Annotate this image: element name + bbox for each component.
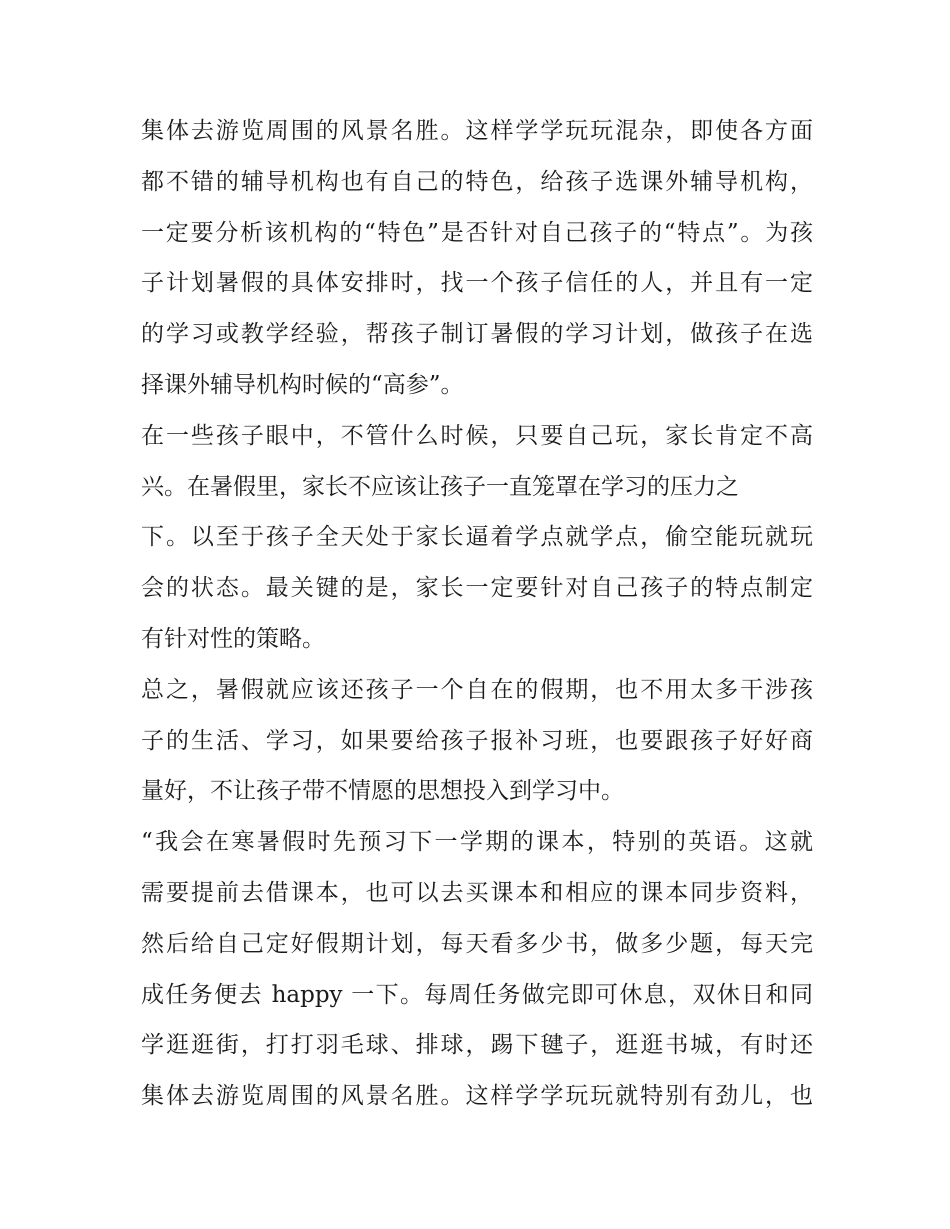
- text-line: 子的生活、学习，如果要给孩子报补习班，也要跟孩子好好商: [141, 727, 813, 754]
- text-line: 都不错的辅导机构也有自己的特色，给孩子选课外辅导机构，: [141, 168, 813, 195]
- document-body: [141, 106, 813, 1122]
- text-line: 集体去游览周围的风景名胜。这样学学玩玩就特别有劲儿，也: [141, 1083, 813, 1110]
- text-line: 子计划暑假的具体安排时，找一个孩子信任的人，并且有一定: [141, 270, 813, 297]
- text-line: 集体去游览周围的风景名胜。这样学学玩玩混杂，即使各方面: [141, 118, 813, 144]
- text-line: 量好，不让孩子带不情愿的思想投入到学习中。: [141, 778, 624, 805]
- text-line: 有针对性的策略。: [141, 625, 325, 652]
- text-line: 的学习或教学经验，帮孩子制订暑假的学习计划，做孩子在选: [141, 321, 813, 348]
- text-line: 然后给自己定好假期计划，每天看多少书，做多少题，每天完: [141, 930, 813, 957]
- text-line: 一定要分析该机构的“特色”是否针对自己孩子的“特点”。为孩: [141, 219, 813, 246]
- text-line: 在一些孩子眼中，不管什么时候，只要自己玩，家长肯定不高: [141, 422, 813, 449]
- text-line: 成任务便去 happy 一下。每周任务做完即可休息，双休日和同: [141, 981, 813, 1008]
- text-line: “我会在寒暑假时先预习下一学期的课本，特别的英语。这就: [141, 829, 813, 856]
- text-line: 学逛逛街，打打羽毛球、排球，踢下毽子，逛逛书城，有时还: [141, 1032, 813, 1059]
- text-line: 需要提前去借课本，也可以去买课本和相应的课本同步资料，: [141, 879, 813, 906]
- text-line: 下。以至于孩子全天处于家长逼着学点就学点，偷空能玩就玩: [141, 524, 813, 551]
- text-line: 会的状态。最关键的是，家长一定要针对自己孩子的特点制定: [141, 575, 813, 602]
- text-line: 兴。在暑假里，家长不应该让孩子一直笼罩在学习的压力之: [141, 473, 739, 500]
- text-line: 择课外辅导机构时候的“高参”。: [141, 371, 464, 398]
- text-line: 总之，暑假就应该还孩子一个自在的假期，也不用太多干涉孩: [141, 676, 813, 703]
